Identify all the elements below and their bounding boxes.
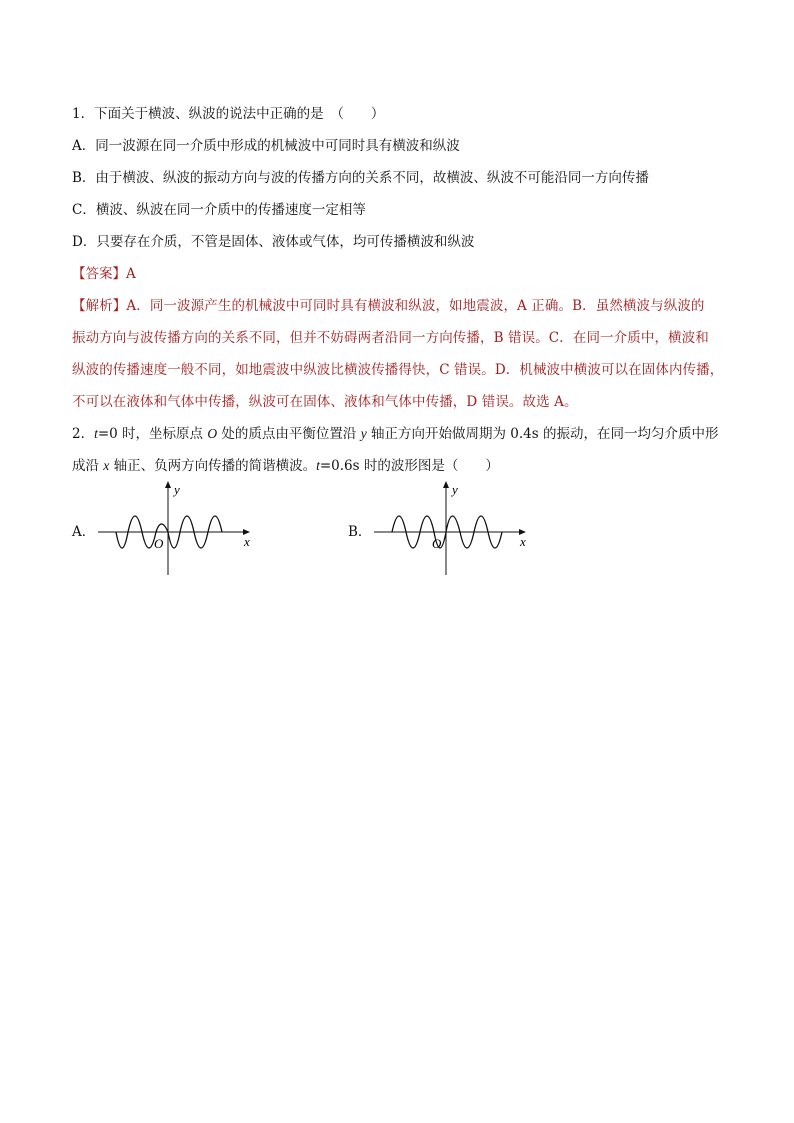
answer-value: A (126, 266, 136, 282)
q1-option-a: A．同一波源在同一介质中形成的机械波中可同时具有横波和纵波 (72, 138, 460, 154)
q2-option-a-graph (98, 480, 258, 580)
q1-option-b: B．由于横波、纵波的振动方向与波的传播方向的关系不同，故横波、纵波不可能沿同一方向传播 (72, 170, 649, 186)
origin-label: O (154, 536, 164, 551)
analysis-line-4: 不可以在液体和气体中传播，纵波可在固体、液体和气体中传播，D 错误。故选 A。 (72, 394, 578, 410)
q2-option-b-label: B． (348, 524, 372, 540)
y-label: y (452, 482, 458, 497)
q2-stem-line-1: 2．t=0 时，坐标原点 O 处的质点由平衡位置沿 y 轴正方向开始做周期为 0.4s 的振动，在同一均匀介质中形 (72, 426, 719, 442)
q1-answer (72, 258, 722, 290)
x-label: x (244, 534, 250, 549)
y-axis-arrow (443, 481, 449, 488)
analysis-line-3: 纵波的传播速度一般不同，如地震波中纵波比横波传播得快，C 错误。D．机械波中横波可以在固体内传播， (72, 362, 724, 378)
q1-option-d: D．只要存在介质，不管是固体、液体或气体，均可传播横波和纵波 (72, 234, 475, 250)
analysis-line-1: A．同一波源产生的机械波中可同时具有横波和纵波，如地震波，A 正确。B．虽然横波与纵波的 (126, 298, 705, 314)
y-axis-arrow (165, 481, 171, 488)
document-page (72, 98, 722, 482)
x-label: x (520, 534, 526, 549)
answer-tag: 【答案】 (72, 266, 126, 282)
q2-option-b-graph (374, 480, 534, 580)
q2-stem-line-2: 成沿 x 轴正、负两方向传播的简谐横波。t=0.6s 时的波形图是（ ） (72, 458, 499, 474)
analysis-tag: 【解析】 (72, 298, 127, 314)
q1-analysis (72, 290, 722, 418)
y-label: y (174, 482, 180, 497)
q1-stem: 1．下面关于横波、纵波的说法中正确的是 （ ） (72, 106, 385, 122)
q2-option-a-label: A． (72, 524, 96, 540)
analysis-line-2: 振动方向与波传播方向的关系不同，但并不妨碍两者沿同一方向传播，B 错误。C．在同一介质中，横波和 (72, 330, 709, 346)
q1-option-c: C．横波、纵波在同一介质中的传播速度一定相等 (72, 202, 366, 218)
origin-label: O (432, 536, 442, 551)
